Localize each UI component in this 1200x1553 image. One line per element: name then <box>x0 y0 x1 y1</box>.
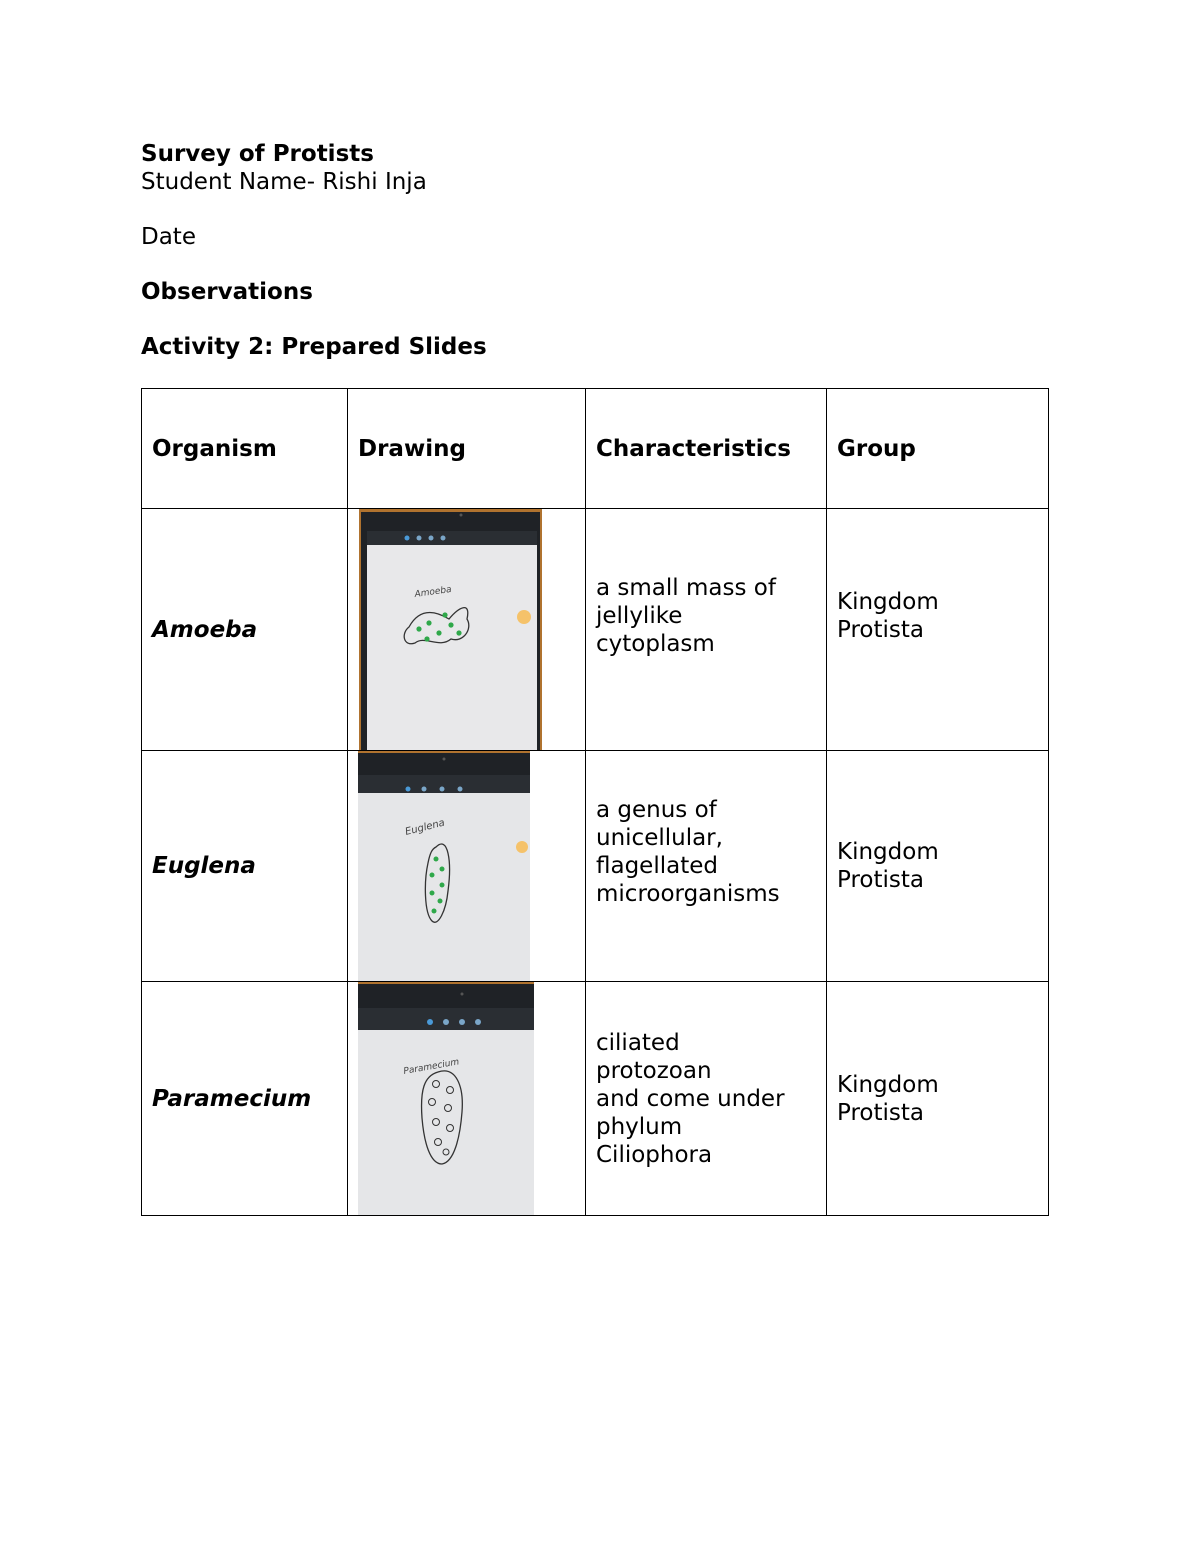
organism-cell: Paramecium <box>142 982 348 1216</box>
group-line: Protista <box>837 1099 924 1126</box>
document-header <box>141 140 971 361</box>
characteristics-line: a small mass of <box>596 574 776 601</box>
student-name: Student Name- Rishi Inja <box>141 169 427 195</box>
group-line: Protista <box>837 616 924 643</box>
table-row <box>142 509 1049 751</box>
characteristics-line: Ciliophora <box>596 1141 713 1168</box>
characteristics-line: a genus of <box>596 797 717 823</box>
drawing-cell <box>348 982 586 1216</box>
characteristics-cell <box>586 751 827 982</box>
characteristics-line: cytoplasm <box>596 630 715 657</box>
characteristics-line: protozoan <box>596 1057 712 1084</box>
header-organism: Organism <box>142 389 348 509</box>
amoeba-drawing-label: Amoeba <box>414 584 453 600</box>
header-drawing: Drawing <box>348 389 586 509</box>
characteristics-line: jellylike <box>596 602 683 629</box>
group-line: Protista <box>837 867 924 893</box>
date-label: Date <box>141 224 196 250</box>
drawing-cell <box>348 751 586 982</box>
header-characteristics: Characteristics <box>586 389 827 509</box>
characteristics-line: and come under <box>596 1085 785 1112</box>
paramecium-drawing-label: Paramecium <box>402 1057 461 1077</box>
table-row <box>142 982 1049 1216</box>
euglena-drawing-label: Euglena <box>404 817 446 838</box>
characteristics-line: ciliated <box>596 1029 680 1056</box>
characteristics-line: phylum <box>596 1113 683 1140</box>
characteristics-line: microorganisms <box>596 881 780 907</box>
table-header-row <box>142 389 1049 509</box>
observations-table <box>141 388 1049 1216</box>
observations-heading: Observations <box>141 279 313 305</box>
group-line: Kingdom <box>837 588 939 615</box>
drawing-cell <box>348 509 586 751</box>
characteristics-cell <box>586 509 827 751</box>
characteristics-line: flagellated <box>596 853 718 879</box>
paramecium-drawing-photo <box>358 982 534 1215</box>
group-cell <box>827 982 1049 1216</box>
characteristics-line: unicellular, <box>596 825 723 851</box>
characteristics-cell <box>586 982 827 1216</box>
organism-cell: Amoeba <box>142 509 348 751</box>
group-line: Kingdom <box>837 839 939 865</box>
header-group: Group <box>827 389 1049 509</box>
organism-cell: Euglena <box>142 751 348 982</box>
euglena-drawing-photo <box>358 751 530 981</box>
group-cell <box>827 509 1049 751</box>
group-line: Kingdom <box>837 1071 939 1098</box>
amoeba-drawing-photo <box>359 509 542 750</box>
activity-heading: Activity 2: Prepared Slides <box>141 334 487 360</box>
group-cell <box>827 751 1049 982</box>
table-row <box>142 751 1049 982</box>
document-title: Survey of Protists <box>141 141 374 167</box>
